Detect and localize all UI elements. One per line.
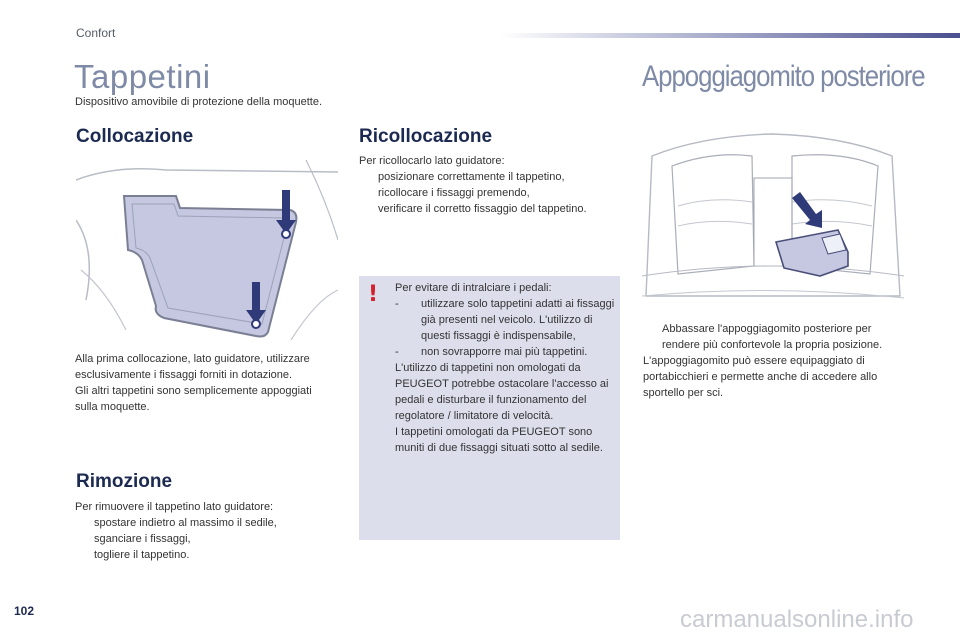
- collocazione-paragraph-1: Alla prima collocazione, lato guidatore, utilizzare esclusivamente i fissaggi forniti in dotazione.: [75, 353, 310, 381]
- rear-armrest-illustration: [642, 126, 904, 311]
- warning-dash-item: - utilizzare solo tappetini adatti ai fissaggi già presenti nel veicolo. L'utilizzo di questi fissaggi è indispensabile,: [395, 298, 615, 342]
- rimozione-heading: Rimozione: [76, 471, 173, 492]
- rimozione-text: [75, 499, 345, 563]
- warning-intro: Per evitare di intralciare i pedali:: [395, 282, 552, 294]
- collocazione-paragraph-2: Gli altri tappetini sono semplicemente appoggiati sulla moquette.: [75, 385, 312, 413]
- page-title: Tappetini: [74, 58, 211, 95]
- rimozione-intro: Per rimuovere il tappetino lato guidatore:: [75, 501, 274, 513]
- list-item: posizionare correttamente il tappetino,: [378, 171, 565, 183]
- appoggiagomito-text: [643, 321, 898, 401]
- section-label: Confort: [76, 26, 116, 40]
- warning-exclamation-icon: !: [368, 282, 379, 307]
- page-subtitle: Dispositivo amovibile di protezione della moquette.: [75, 96, 323, 108]
- ricollocazione-heading: Ricollocazione: [359, 126, 493, 147]
- appoggiagomito-paragraph: L'appoggiagomito può essere equipaggiato di portabicchieri e permette anche di accedere allo sportello per sci.: [643, 355, 878, 399]
- list-item: sganciare i fissaggi,: [94, 533, 191, 545]
- ricollocazione-intro: Per ricollocarlo lato guidatore:: [359, 155, 505, 167]
- page-number: 102: [14, 604, 35, 618]
- list-item: ricollocare i fissaggi premendo,: [378, 187, 530, 199]
- floor-mat-illustration: [76, 160, 338, 340]
- header-divider: [500, 33, 960, 38]
- warning-text: [395, 280, 615, 456]
- watermark: carmanualsonline.info: [680, 606, 914, 633]
- ricollocazione-text: [359, 153, 629, 217]
- list-item: verificare il corretto fissaggio del tappetino.: [378, 203, 587, 215]
- warning-paragraph-2: I tappetini omologati da PEUGEOT sono muniti di due fissaggi situati sotto al sedile.: [395, 426, 603, 454]
- collocazione-heading: Collocazione: [76, 126, 194, 147]
- list-item: togliere il tappetino.: [94, 549, 190, 561]
- collocazione-text: [75, 351, 335, 415]
- warning-paragraph-1: L'utilizzo di tappetini non omologati da PEUGEOT potrebbe ostacolare l'accesso ai pedali e disturbare il funzionamento del regolatore / limitatore di velocità.: [395, 362, 609, 422]
- armrest-title: Appoggiagomito posteriore: [642, 60, 925, 93]
- list-item: Abbassare l'appoggiagomito posteriore per rendere più confortevole la propria posizione.: [662, 323, 883, 351]
- warning-box: [359, 276, 620, 540]
- warning-dash-item: - non sovrapporre mai più tappetini.: [395, 346, 588, 358]
- list-item: spostare indietro al massimo il sedile,: [94, 517, 277, 529]
